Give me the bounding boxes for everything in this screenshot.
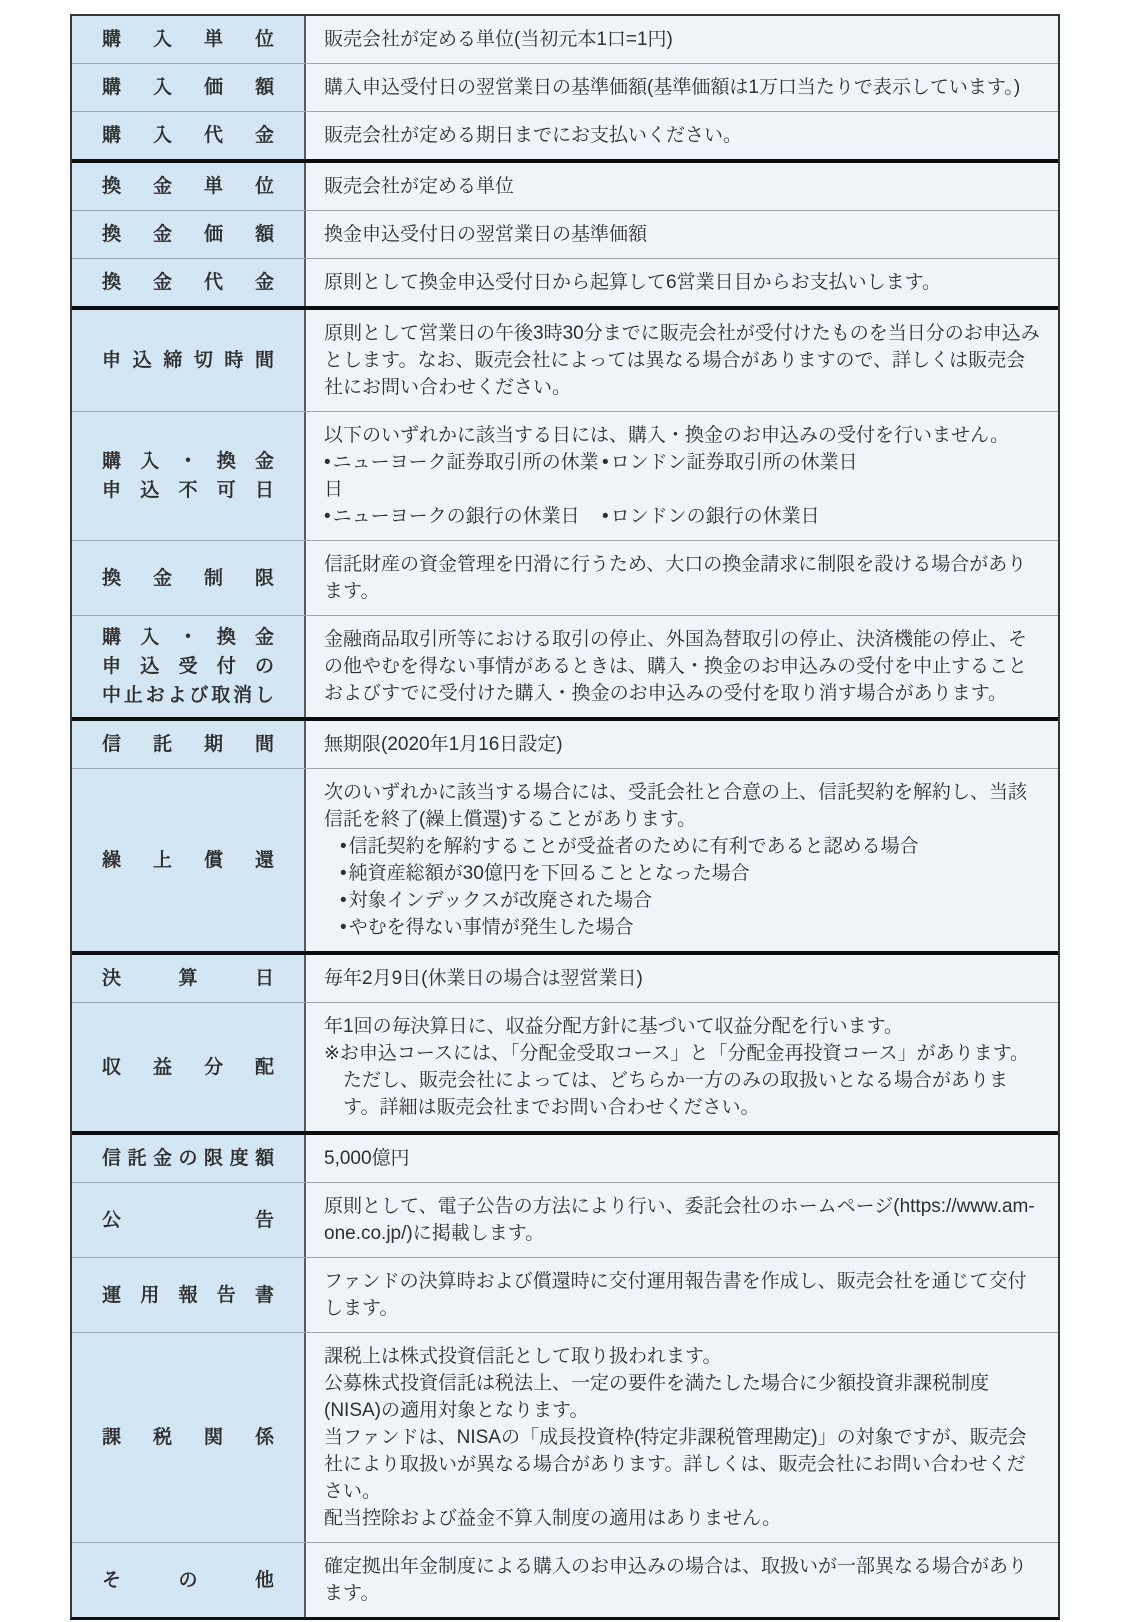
row-label-line: 申込受付の [102,656,274,677]
row-label-line: その他 [102,1569,274,1591]
row-label-line: 信託金の限度額 [102,1148,274,1169]
content-paragraph: 確定拠出年金制度による購入のお申込みの場合は、取扱いが一部異なる場合があります。 [324,1556,1028,1604]
row-content [306,1333,1058,1542]
bullet-item: • 対象インデックスが改廃された場合 [324,887,1040,914]
bullet-item: • やむを得ない事情が発生した場合 [324,914,1040,941]
row-label-line: 換金単位 [102,176,274,197]
content-paragraph: ただし、販売会社によっては、どちらか一方のみの取扱いとなる場合があります。詳細は販売会社までお問い合わせください。 [343,1070,1009,1118]
row-label-line: 換金制限 [102,567,274,589]
row-management-report [72,1258,1058,1333]
content-paragraph: 信託財産の資金管理を円滑に行うため、大口の換金請求に制限を設ける場合があります。 [324,554,1027,602]
row-early-redemption [72,769,1058,951]
bullet-item: • ニューヨーク証券取引所の休業日 [324,449,602,503]
row-label-line: 購入・換金 [102,627,274,648]
row-label [72,163,306,210]
row-income-distribution [72,1003,1058,1131]
row-label [72,64,306,111]
row-content [306,211,1058,258]
bullet-item: • ニューヨークの銀行の休業日 [324,503,602,530]
row-label [72,955,306,1002]
table-section [72,955,1058,1135]
fund-summary-table [70,14,1060,1620]
content-paragraph: 購入申込受付日の翌営業日の基準価額(基準価額は1万口当たりで表示しています。) [324,77,1021,98]
row-label [72,310,306,411]
row-public-notice [72,1183,1058,1258]
row-label-line: 中止および取消し [102,685,274,706]
row-application-suspension [72,616,1058,717]
content-paragraph: 原則として営業日の午後3時30分までに販売会社が受付けたものを当日分のお申込みとします。なお、販売会社によっては異なる場合がありますので、詳しくは販売会社にお問い合わせください。 [324,323,1040,398]
row-settlement-date [72,955,1058,1003]
content-paragraph: 原則として換金申込受付日から起算して6営業日目からお支払いします。 [324,272,942,293]
row-purchase-unit [72,16,1058,64]
row-label [72,1258,306,1332]
row-content [306,955,1058,1002]
row-content [306,64,1058,111]
content-paragraph: 換金申込受付日の翌営業日の基準価額 [324,224,648,245]
bullet-item: • 純資産総額が30億円を下回ることとなった場合 [324,860,1040,887]
row-trust-period [72,721,1058,769]
row-content [306,1543,1058,1617]
table-section [72,163,1058,310]
row-label-line: 課税関係 [102,1427,274,1448]
row-others [72,1543,1058,1617]
row-label [72,616,306,717]
row-purchase-payment [72,112,1058,159]
row-content [306,769,1058,951]
content-paragraph: 販売会社が定める単位 [324,176,515,197]
row-label-line: 購入単位 [102,29,274,50]
content-paragraph: 課税上は株式投資信託として取り扱われます。 [324,1346,722,1367]
row-label-line: 購入価額 [102,77,274,98]
row-content [306,616,1058,717]
row-label [72,1543,306,1617]
row-label [72,1183,306,1257]
bullet-item: • ロンドン証券取引所の休業日 [602,449,1040,503]
row-label [72,112,306,159]
row-taxation [72,1333,1058,1543]
content-paragraph: 販売会社が定める期日までにお支払いください。 [324,125,743,146]
row-content [306,163,1058,210]
row-content [306,721,1058,768]
row-content [306,541,1058,615]
row-application-unavailable-days [72,412,1058,541]
row-label [72,211,306,258]
row-content [306,112,1058,159]
row-label-line: 運用報告書 [102,1284,274,1306]
row-label [72,541,306,615]
table-section [72,16,1058,163]
content-paragraph: ファンドの決算時および償還時に交付運用報告書を作成し、販売会社を通じて交付します。 [324,1271,1027,1319]
row-label [72,1003,306,1131]
content-paragraph: 原則として、電子公告の方法により行い、委託会社のホームページ(https://www.am-one.co.jp/)に掲載します。 [324,1196,1035,1244]
row-label [72,412,306,540]
content-paragraph: 無期限(2020年1月16日設定) [324,734,563,755]
row-label-line: 購入・換金 [102,451,274,472]
row-application-deadline [72,310,1058,412]
row-label-line: 信託期間 [102,734,274,755]
content-paragraph: 以下のいずれかに該当する日には、購入・換金のお申込みの受付を行いません。 [324,425,1010,446]
row-content [306,1135,1058,1182]
content-paragraph: 年1回の毎決算日に、収益分配方針に基づいて収益分配を行います。 [324,1016,904,1037]
row-label-line: 換金価額 [102,224,274,245]
content-paragraph: 販売会社が定める単位(当初元本1口=1円) [324,29,673,50]
row-redemption-price [72,211,1058,259]
content-paragraph: ※お申込コースには、「分配金受取コース」と「分配金再投資コース」があります。 [324,1043,1030,1064]
row-label-line: 決算日 [102,968,274,989]
row-content [306,412,1058,540]
row-label-line: 公告 [102,1209,274,1231]
content-paragraph: 配当控除および益金不算入制度の適用はありません。 [324,1508,782,1529]
row-content [306,1003,1058,1131]
row-label [72,259,306,306]
row-content [306,1183,1058,1257]
row-label [72,1135,306,1182]
row-label [72,16,306,63]
row-label-line: 繰上償還 [102,849,274,871]
content-paragraph: 公募株式投資信託は税法上、一定の要件を満たした場合に少額投資非課税制度(NISA)の適用対象となります。 [324,1373,990,1421]
table-section [72,310,1058,721]
content-paragraph: 毎年2月9日(休業日の場合は翌営業日) [324,968,643,989]
row-label-line: 購入代金 [102,125,274,146]
row-label-line: 換金代金 [102,272,274,293]
bullet-pair [324,503,1040,530]
row-trust-money-limit [72,1135,1058,1183]
row-content [306,1258,1058,1332]
bullet-item: • 信託契約を解約することが受益者のために有利であると認める場合 [324,833,1040,860]
content-paragraph: 金融商品取引所等における取引の停止、外国為替取引の停止、決済機能の停止、その他やむを得ない事情があるときは、購入・換金のお申込みの受付を中止することおよびすでに受付けた購入・換金のお申込みの受付を取り消す場合があります。 [324,629,1028,704]
table-section [72,1135,1058,1617]
content-paragraph: 5,000億円 [324,1148,410,1169]
row-content [306,259,1058,306]
row-content [306,16,1058,63]
row-label-line: 申込締切時間 [102,350,274,371]
row-label-line: 収益分配 [102,1056,274,1078]
content-paragraph: 当ファンドは、NISAの「成長投資枠(特定非課税管理勘定)」の対象ですが、販売会社により取扱いが異なる場合があります。詳しくは、販売会社にお問い合わせください。 [324,1427,1027,1502]
content-paragraph: 次のいずれかに該当する場合には、受託会社と合意の上、信託契約を解約し、当該信託を終了(繰上償還)することがあります。 [324,782,1028,830]
row-redemption-payment [72,259,1058,306]
row-label [72,769,306,951]
row-content [306,310,1058,411]
bullet-pair [324,449,1040,503]
row-redemption-restriction [72,541,1058,616]
table-section [72,721,1058,955]
row-redemption-unit [72,163,1058,211]
row-label-line: 申込不可日 [102,480,274,501]
row-label [72,721,306,768]
row-label [72,1333,306,1542]
bullet-item: • ロンドンの銀行の休業日 [602,503,1040,530]
row-purchase-price [72,64,1058,112]
